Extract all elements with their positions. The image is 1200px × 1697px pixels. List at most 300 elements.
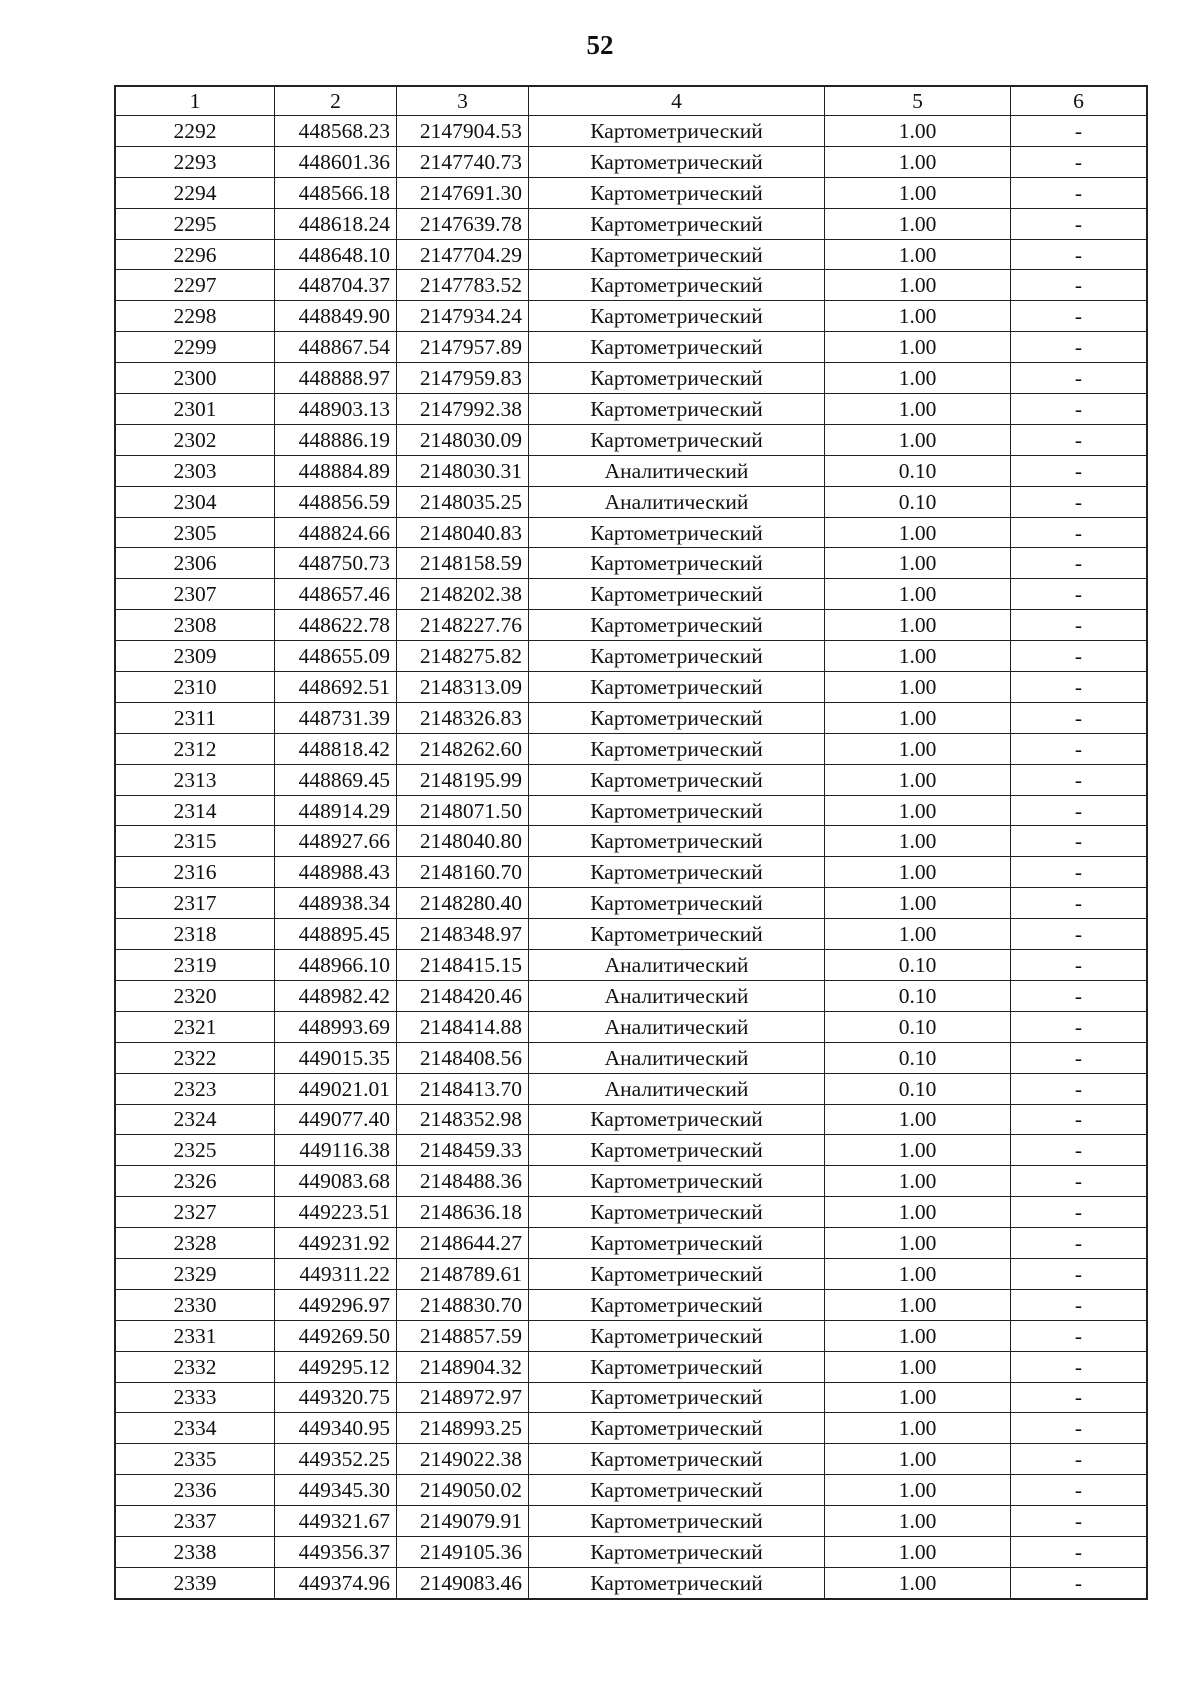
precision-cell: 1.00 <box>825 1567 1011 1598</box>
note-cell: - <box>1011 672 1147 703</box>
note-cell: - <box>1011 548 1147 579</box>
y-coordinate-cell: 2148071.50 <box>397 795 529 826</box>
method-cell: Картометрический <box>529 1258 825 1289</box>
x-coordinate-cell: 448824.66 <box>275 517 397 548</box>
point-number-cell: 2325 <box>116 1135 275 1166</box>
method-cell: Картометрический <box>529 332 825 363</box>
table-row <box>116 1567 1147 1598</box>
point-number-cell: 2329 <box>116 1258 275 1289</box>
point-number-cell: 2308 <box>116 610 275 641</box>
point-number-cell: 2311 <box>116 702 275 733</box>
y-coordinate-cell: 2148408.56 <box>397 1042 529 1073</box>
table-row <box>116 548 1147 579</box>
x-coordinate-cell: 448856.59 <box>275 486 397 517</box>
method-cell: Картометрический <box>529 610 825 641</box>
y-coordinate-cell: 2148035.25 <box>397 486 529 517</box>
note-cell: - <box>1011 1536 1147 1567</box>
point-number-cell: 2315 <box>116 826 275 857</box>
method-cell: Картометрический <box>529 1536 825 1567</box>
x-coordinate-cell: 448731.39 <box>275 702 397 733</box>
note-cell: - <box>1011 1197 1147 1228</box>
precision-cell: 1.00 <box>825 1351 1011 1382</box>
method-cell: Картометрический <box>529 1444 825 1475</box>
note-cell: - <box>1011 888 1147 919</box>
note-cell: - <box>1011 270 1147 301</box>
point-number-cell: 2338 <box>116 1536 275 1567</box>
method-cell: Картометрический <box>529 424 825 455</box>
table-row <box>116 1197 1147 1228</box>
precision-cell: 1.00 <box>825 424 1011 455</box>
y-coordinate-cell: 2148030.31 <box>397 455 529 486</box>
note-cell: - <box>1011 1444 1147 1475</box>
method-cell: Аналитический <box>529 486 825 517</box>
point-number-cell: 2306 <box>116 548 275 579</box>
x-coordinate-cell: 448914.29 <box>275 795 397 826</box>
note-cell: - <box>1011 332 1147 363</box>
note-cell: - <box>1011 486 1147 517</box>
method-cell: Картометрический <box>529 1567 825 1598</box>
point-number-cell: 2314 <box>116 795 275 826</box>
y-coordinate-cell: 2149050.02 <box>397 1475 529 1506</box>
x-coordinate-cell: 449083.68 <box>275 1166 397 1197</box>
precision-cell: 1.00 <box>825 1536 1011 1567</box>
x-coordinate-cell: 448927.66 <box>275 826 397 857</box>
note-cell: - <box>1011 1135 1147 1166</box>
x-coordinate-cell: 448655.09 <box>275 641 397 672</box>
x-coordinate-cell: 449311.22 <box>275 1258 397 1289</box>
y-coordinate-cell: 2148414.88 <box>397 1011 529 1042</box>
table-row <box>116 116 1147 147</box>
note-cell: - <box>1011 1289 1147 1320</box>
x-coordinate-cell: 449015.35 <box>275 1042 397 1073</box>
y-coordinate-cell: 2148040.80 <box>397 826 529 857</box>
method-cell: Картометрический <box>529 239 825 270</box>
method-cell: Картометрический <box>529 363 825 394</box>
method-cell: Картометрический <box>529 1289 825 1320</box>
method-cell: Картометрический <box>529 1104 825 1135</box>
method-cell: Картометрический <box>529 579 825 610</box>
precision-cell: 1.00 <box>825 733 1011 764</box>
method-cell: Картометрический <box>529 1382 825 1413</box>
note-cell: - <box>1011 1011 1147 1042</box>
point-number-cell: 2309 <box>116 641 275 672</box>
precision-cell: 1.00 <box>825 641 1011 672</box>
method-cell: Картометрический <box>529 764 825 795</box>
note-cell: - <box>1011 919 1147 950</box>
y-coordinate-cell: 2148195.99 <box>397 764 529 795</box>
point-number-cell: 2294 <box>116 177 275 208</box>
column-header: 3 <box>397 87 529 116</box>
point-number-cell: 2316 <box>116 857 275 888</box>
note-cell: - <box>1011 1382 1147 1413</box>
y-coordinate-cell: 2148904.32 <box>397 1351 529 1382</box>
y-coordinate-cell: 2147957.89 <box>397 332 529 363</box>
precision-cell: 1.00 <box>825 1382 1011 1413</box>
precision-cell: 1.00 <box>825 1475 1011 1506</box>
note-cell: - <box>1011 1351 1147 1382</box>
method-cell: Картометрический <box>529 177 825 208</box>
method-cell: Картометрический <box>529 146 825 177</box>
note-cell: - <box>1011 1042 1147 1073</box>
precision-cell: 1.00 <box>825 1506 1011 1537</box>
precision-cell: 0.10 <box>825 486 1011 517</box>
table-row <box>116 1011 1147 1042</box>
precision-cell: 1.00 <box>825 795 1011 826</box>
y-coordinate-cell: 2148040.83 <box>397 517 529 548</box>
table-row <box>116 1166 1147 1197</box>
method-cell: Картометрический <box>529 1413 825 1444</box>
x-coordinate-cell: 449320.75 <box>275 1382 397 1413</box>
note-cell: - <box>1011 363 1147 394</box>
point-number-cell: 2339 <box>116 1567 275 1598</box>
precision-cell: 1.00 <box>825 1166 1011 1197</box>
table-row <box>116 1042 1147 1073</box>
precision-cell: 1.00 <box>825 116 1011 147</box>
x-coordinate-cell: 448966.10 <box>275 950 397 981</box>
x-coordinate-cell: 448657.46 <box>275 579 397 610</box>
precision-cell: 1.00 <box>825 702 1011 733</box>
point-number-cell: 2298 <box>116 301 275 332</box>
precision-cell: 1.00 <box>825 1104 1011 1135</box>
point-number-cell: 2302 <box>116 424 275 455</box>
precision-cell: 1.00 <box>825 177 1011 208</box>
point-number-cell: 2333 <box>116 1382 275 1413</box>
method-cell: Картометрический <box>529 641 825 672</box>
y-coordinate-cell: 2148459.33 <box>397 1135 529 1166</box>
x-coordinate-cell: 449356.37 <box>275 1536 397 1567</box>
method-cell: Картометрический <box>529 702 825 733</box>
y-coordinate-cell: 2148160.70 <box>397 857 529 888</box>
point-number-cell: 2300 <box>116 363 275 394</box>
x-coordinate-cell: 449077.40 <box>275 1104 397 1135</box>
table-row <box>116 1228 1147 1259</box>
x-coordinate-cell: 448869.45 <box>275 764 397 795</box>
x-coordinate-cell: 449295.12 <box>275 1351 397 1382</box>
method-cell: Картометрический <box>529 1135 825 1166</box>
y-coordinate-cell: 2148030.09 <box>397 424 529 455</box>
column-header: 6 <box>1011 87 1147 116</box>
y-coordinate-cell: 2147783.52 <box>397 270 529 301</box>
x-coordinate-cell: 448622.78 <box>275 610 397 641</box>
note-cell: - <box>1011 641 1147 672</box>
method-cell: Аналитический <box>529 1011 825 1042</box>
point-number-cell: 2324 <box>116 1104 275 1135</box>
x-coordinate-cell: 448750.73 <box>275 548 397 579</box>
table-body <box>116 116 1147 1599</box>
method-cell: Аналитический <box>529 980 825 1011</box>
point-number-cell: 2313 <box>116 764 275 795</box>
table-row <box>116 579 1147 610</box>
method-cell: Картометрический <box>529 888 825 919</box>
note-cell: - <box>1011 1413 1147 1444</box>
y-coordinate-cell: 2148348.97 <box>397 919 529 950</box>
note-cell: - <box>1011 1166 1147 1197</box>
note-cell: - <box>1011 208 1147 239</box>
point-number-cell: 2322 <box>116 1042 275 1073</box>
point-number-cell: 2327 <box>116 1197 275 1228</box>
precision-cell: 1.00 <box>825 1444 1011 1475</box>
table-row <box>116 1135 1147 1166</box>
precision-cell: 1.00 <box>825 579 1011 610</box>
x-coordinate-cell: 448849.90 <box>275 301 397 332</box>
x-coordinate-cell: 449231.92 <box>275 1228 397 1259</box>
precision-cell: 0.10 <box>825 980 1011 1011</box>
method-cell: Картометрический <box>529 733 825 764</box>
table-row <box>116 1444 1147 1475</box>
table-row <box>116 363 1147 394</box>
point-number-cell: 2299 <box>116 332 275 363</box>
x-coordinate-cell: 449321.67 <box>275 1506 397 1537</box>
note-cell: - <box>1011 733 1147 764</box>
precision-cell: 1.00 <box>825 239 1011 270</box>
precision-cell: 1.00 <box>825 919 1011 950</box>
y-coordinate-cell: 2148158.59 <box>397 548 529 579</box>
note-cell: - <box>1011 702 1147 733</box>
note-cell: - <box>1011 950 1147 981</box>
y-coordinate-cell: 2148202.38 <box>397 579 529 610</box>
point-number-cell: 2303 <box>116 455 275 486</box>
table-row <box>116 1506 1147 1537</box>
y-coordinate-cell: 2147904.53 <box>397 116 529 147</box>
x-coordinate-cell: 448888.97 <box>275 363 397 394</box>
note-cell: - <box>1011 1506 1147 1537</box>
table-row <box>116 517 1147 548</box>
table-row <box>116 641 1147 672</box>
y-coordinate-cell: 2147704.29 <box>397 239 529 270</box>
y-coordinate-cell: 2148488.36 <box>397 1166 529 1197</box>
column-header: 5 <box>825 87 1011 116</box>
y-coordinate-cell: 2148420.46 <box>397 980 529 1011</box>
precision-cell: 0.10 <box>825 1042 1011 1073</box>
point-number-cell: 2337 <box>116 1506 275 1537</box>
y-coordinate-cell: 2148993.25 <box>397 1413 529 1444</box>
precision-cell: 1.00 <box>825 1289 1011 1320</box>
note-cell: - <box>1011 1258 1147 1289</box>
y-coordinate-cell: 2149079.91 <box>397 1506 529 1537</box>
x-coordinate-cell: 448566.18 <box>275 177 397 208</box>
method-cell: Аналитический <box>529 950 825 981</box>
precision-cell: 1.00 <box>825 1413 1011 1444</box>
x-coordinate-cell: 448867.54 <box>275 332 397 363</box>
note-cell: - <box>1011 455 1147 486</box>
y-coordinate-cell: 2149105.36 <box>397 1536 529 1567</box>
table-row <box>116 1351 1147 1382</box>
table-row <box>116 764 1147 795</box>
precision-cell: 1.00 <box>825 517 1011 548</box>
x-coordinate-cell: 449374.96 <box>275 1567 397 1598</box>
table-row <box>116 980 1147 1011</box>
table-row <box>116 857 1147 888</box>
x-coordinate-cell: 449345.30 <box>275 1475 397 1506</box>
table-row <box>116 486 1147 517</box>
table-row <box>116 1073 1147 1104</box>
y-coordinate-cell: 2147959.83 <box>397 363 529 394</box>
table-row <box>116 950 1147 981</box>
note-cell: - <box>1011 795 1147 826</box>
method-cell: Картометрический <box>529 394 825 425</box>
note-cell: - <box>1011 517 1147 548</box>
point-number-cell: 2335 <box>116 1444 275 1475</box>
point-number-cell: 2334 <box>116 1413 275 1444</box>
table-row <box>116 888 1147 919</box>
y-coordinate-cell: 2148972.97 <box>397 1382 529 1413</box>
table-row <box>116 177 1147 208</box>
x-coordinate-cell: 448601.36 <box>275 146 397 177</box>
note-cell: - <box>1011 301 1147 332</box>
precision-cell: 1.00 <box>825 1135 1011 1166</box>
table-row <box>116 1104 1147 1135</box>
y-coordinate-cell: 2148644.27 <box>397 1228 529 1259</box>
point-number-cell: 2321 <box>116 1011 275 1042</box>
method-cell: Аналитический <box>529 455 825 486</box>
precision-cell: 1.00 <box>825 826 1011 857</box>
point-number-cell: 2312 <box>116 733 275 764</box>
note-cell: - <box>1011 1320 1147 1351</box>
y-coordinate-cell: 2149022.38 <box>397 1444 529 1475</box>
x-coordinate-cell: 448618.24 <box>275 208 397 239</box>
method-cell: Картометрический <box>529 795 825 826</box>
table-row <box>116 394 1147 425</box>
point-number-cell: 2292 <box>116 116 275 147</box>
precision-cell: 1.00 <box>825 888 1011 919</box>
y-coordinate-cell: 2147992.38 <box>397 394 529 425</box>
table-row <box>116 1382 1147 1413</box>
method-cell: Картометрический <box>529 208 825 239</box>
table-row <box>116 1320 1147 1351</box>
x-coordinate-cell: 448988.43 <box>275 857 397 888</box>
table-row <box>116 795 1147 826</box>
x-coordinate-cell: 448884.89 <box>275 455 397 486</box>
x-coordinate-cell: 449352.25 <box>275 1444 397 1475</box>
note-cell: - <box>1011 857 1147 888</box>
y-coordinate-cell: 2148227.76 <box>397 610 529 641</box>
method-cell: Картометрический <box>529 1228 825 1259</box>
y-coordinate-cell: 2148413.70 <box>397 1073 529 1104</box>
y-coordinate-cell: 2148636.18 <box>397 1197 529 1228</box>
point-number-cell: 2319 <box>116 950 275 981</box>
method-cell: Картометрический <box>529 270 825 301</box>
precision-cell: 1.00 <box>825 1258 1011 1289</box>
note-cell: - <box>1011 826 1147 857</box>
x-coordinate-cell: 448938.34 <box>275 888 397 919</box>
table-row <box>116 239 1147 270</box>
precision-cell: 1.00 <box>825 1197 1011 1228</box>
note-cell: - <box>1011 610 1147 641</box>
note-cell: - <box>1011 424 1147 455</box>
note-cell: - <box>1011 394 1147 425</box>
x-coordinate-cell: 448895.45 <box>275 919 397 950</box>
point-number-cell: 2305 <box>116 517 275 548</box>
table-row <box>116 455 1147 486</box>
precision-cell: 0.10 <box>825 1011 1011 1042</box>
x-coordinate-cell: 448648.10 <box>275 239 397 270</box>
note-cell: - <box>1011 1475 1147 1506</box>
precision-cell: 1.00 <box>825 610 1011 641</box>
method-cell: Картометрический <box>529 517 825 548</box>
x-coordinate-cell: 449340.95 <box>275 1413 397 1444</box>
method-cell: Картометрический <box>529 548 825 579</box>
precision-cell: 0.10 <box>825 455 1011 486</box>
point-number-cell: 2331 <box>116 1320 275 1351</box>
note-cell: - <box>1011 764 1147 795</box>
method-cell: Картометрический <box>529 1166 825 1197</box>
table-row <box>116 146 1147 177</box>
point-number-cell: 2295 <box>116 208 275 239</box>
note-cell: - <box>1011 177 1147 208</box>
precision-cell: 1.00 <box>825 208 1011 239</box>
x-coordinate-cell: 449116.38 <box>275 1135 397 1166</box>
coordinates-table <box>115 86 1147 1599</box>
table-row <box>116 733 1147 764</box>
y-coordinate-cell: 2148313.09 <box>397 672 529 703</box>
y-coordinate-cell: 2148789.61 <box>397 1258 529 1289</box>
page-number: 52 <box>586 30 614 60</box>
table-row <box>116 1258 1147 1289</box>
x-coordinate-cell: 449021.01 <box>275 1073 397 1104</box>
x-coordinate-cell: 448818.42 <box>275 733 397 764</box>
y-coordinate-cell: 2148275.82 <box>397 641 529 672</box>
precision-cell: 1.00 <box>825 270 1011 301</box>
precision-cell: 1.00 <box>825 332 1011 363</box>
point-number-cell: 2318 <box>116 919 275 950</box>
point-number-cell: 2317 <box>116 888 275 919</box>
table-row <box>116 424 1147 455</box>
method-cell: Картометрический <box>529 1475 825 1506</box>
precision-cell: 1.00 <box>825 1228 1011 1259</box>
table-row <box>116 1475 1147 1506</box>
method-cell: Аналитический <box>529 1042 825 1073</box>
table-row <box>116 1289 1147 1320</box>
y-coordinate-cell: 2148280.40 <box>397 888 529 919</box>
y-coordinate-cell: 2148262.60 <box>397 733 529 764</box>
precision-cell: 1.00 <box>825 672 1011 703</box>
precision-cell: 0.10 <box>825 950 1011 981</box>
column-header: 1 <box>116 87 275 116</box>
point-number-cell: 2323 <box>116 1073 275 1104</box>
table-row <box>116 672 1147 703</box>
note-cell: - <box>1011 116 1147 147</box>
precision-cell: 1.00 <box>825 301 1011 332</box>
y-coordinate-cell: 2148830.70 <box>397 1289 529 1320</box>
point-number-cell: 2310 <box>116 672 275 703</box>
table-row <box>116 332 1147 363</box>
y-coordinate-cell: 2147691.30 <box>397 177 529 208</box>
note-cell: - <box>1011 1073 1147 1104</box>
x-coordinate-cell: 448982.42 <box>275 980 397 1011</box>
precision-cell: 1.00 <box>825 1320 1011 1351</box>
point-number-cell: 2296 <box>116 239 275 270</box>
method-cell: Картометрический <box>529 919 825 950</box>
x-coordinate-cell: 448568.23 <box>275 116 397 147</box>
x-coordinate-cell: 449296.97 <box>275 1289 397 1320</box>
point-number-cell: 2304 <box>116 486 275 517</box>
y-coordinate-cell: 2147934.24 <box>397 301 529 332</box>
point-number-cell: 2336 <box>116 1475 275 1506</box>
x-coordinate-cell: 449269.50 <box>275 1320 397 1351</box>
column-header: 4 <box>529 87 825 116</box>
precision-cell: 1.00 <box>825 764 1011 795</box>
x-coordinate-cell: 448903.13 <box>275 394 397 425</box>
point-number-cell: 2330 <box>116 1289 275 1320</box>
precision-cell: 1.00 <box>825 548 1011 579</box>
point-number-cell: 2293 <box>116 146 275 177</box>
point-number-cell: 2326 <box>116 1166 275 1197</box>
precision-cell: 0.10 <box>825 1073 1011 1104</box>
table-row <box>116 1413 1147 1444</box>
note-cell: - <box>1011 239 1147 270</box>
table-row <box>116 301 1147 332</box>
table-header-row <box>116 87 1147 116</box>
